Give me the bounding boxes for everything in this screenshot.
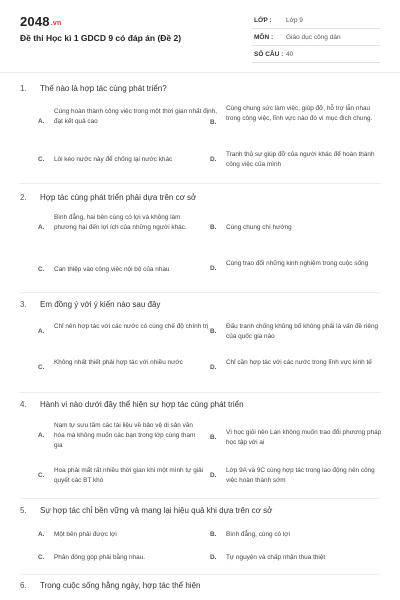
option-letter: A.	[38, 328, 45, 335]
question-4-title	[20, 400, 244, 409]
meta-value: Giáo dục công dân	[286, 34, 341, 41]
question-divider	[20, 574, 380, 575]
question-number: 6.	[20, 581, 27, 590]
option-letter: D.	[210, 156, 217, 163]
question-2-option-a[interactable]	[38, 213, 216, 247]
option-text: Nam tự sưu tầm các tài liệu về bảo vệ di sản văn hóa mà không muốn các bạn trong lớp cùng tham gia	[54, 422, 196, 449]
question-2-option-c[interactable]	[38, 265, 216, 277]
exam-meta-table	[252, 12, 380, 63]
option-letter: C.	[38, 472, 45, 479]
question-5-option-a[interactable]	[38, 530, 216, 542]
option-letter: D.	[210, 554, 217, 561]
option-text: Bình đẳng, hai bên cùng có lợi và không làm phương hại đến lợi ích của những người khác.	[54, 214, 187, 231]
option-letter: D.	[210, 265, 217, 272]
meta-key: MÔN :	[254, 34, 274, 41]
option-text: Đấu tranh chống khủng bố không phải là vấn đề riêng của quốc gia nào	[226, 323, 379, 340]
question-text: Sự hợp tác chỉ bền vững và mang lại hiệu quả khi dựa trên cơ sở	[40, 506, 273, 515]
question-number: 2.	[20, 193, 27, 202]
meta-key: SỐ CÂU :	[254, 51, 284, 58]
question-4-option-b[interactable]	[210, 428, 380, 450]
meta-row-subject	[252, 29, 380, 46]
meta-row-grade	[252, 12, 380, 29]
option-text: Một bên phải được lợi	[54, 531, 117, 538]
question-number: 1.	[20, 84, 27, 93]
question-divider	[20, 183, 380, 184]
option-letter: B.	[210, 531, 217, 538]
option-letter: C.	[38, 364, 45, 371]
option-letter: C.	[38, 156, 45, 163]
question-text: Em đồng ý với ý kiến nào sau đây	[40, 300, 161, 309]
option-letter: A.	[38, 531, 45, 538]
option-text: Hoa phải mất rất nhiều thời gian khi một mình tự giải quyết các BT khó	[54, 467, 204, 484]
option-letter: A.	[38, 432, 45, 439]
option-letter: D.	[210, 472, 217, 479]
question-text: Hành vi nào dưới đây thể hiện sự hợp tác cùng phát triển	[40, 400, 244, 409]
question-4-option-c[interactable]	[38, 466, 216, 488]
question-1-option-c[interactable]	[38, 155, 216, 167]
option-text: Tranh thủ sự giúp đỡ của người khác để hoàn thành công việc của mình	[226, 151, 375, 168]
question-5-option-c[interactable]	[38, 553, 216, 565]
logo-main: 2048	[20, 14, 50, 29]
question-number: 3.	[20, 300, 27, 309]
question-2-option-d[interactable]	[210, 259, 380, 281]
document-title: Đề thi Học kì 1 GDCD 9 có đáp án (Đề 2)	[20, 33, 182, 43]
option-letter: C.	[38, 554, 45, 561]
page-header	[0, 0, 400, 72]
option-text: Không nhất thiết phải hợp tác với nhiều nước	[54, 359, 183, 366]
question-4-option-d[interactable]	[210, 466, 380, 488]
question-1-option-a[interactable]	[38, 107, 216, 137]
question-text: Trong cuộc sống hằng ngày, hợp tác thể hiện	[40, 581, 201, 590]
question-5-title	[20, 506, 272, 515]
question-2-option-b[interactable]	[210, 223, 380, 235]
option-text: Chỉ cần hợp tác với các nước trong lĩnh vực kinh tế	[226, 359, 372, 366]
meta-key: LỚP :	[254, 17, 272, 24]
option-letter: D.	[210, 364, 217, 371]
question-divider	[20, 292, 380, 293]
question-1-option-b[interactable]	[210, 104, 380, 138]
question-2-title	[20, 193, 196, 202]
option-letter: B.	[210, 434, 217, 441]
option-letter: B.	[210, 328, 217, 335]
option-text: Cùng hoàn thành công việc trong một thời gian nhất định, đạt kết quả cao	[54, 108, 218, 125]
question-6-title	[20, 581, 200, 590]
question-1-option-d[interactable]	[210, 150, 380, 172]
option-text: Cùng chung chí hướng	[226, 224, 292, 231]
option-text: Lớp 9A và 9C cùng hợp tác trong lao động nên công việc hoàn thành sớm	[226, 467, 375, 484]
meta-value: Lớp 9	[286, 17, 303, 24]
option-text: Cùng chung sức làm việc, giúp đỡ, hỗ trợ lẫn nhau trong công việc, lĩnh vực nào đó vì mục đích chung.	[226, 105, 373, 122]
question-5-option-d[interactable]	[210, 553, 380, 565]
question-divider	[20, 392, 380, 393]
option-text: Cùng trao đổi những kinh nghiệm trong cuộc sống	[226, 260, 369, 267]
option-letter: A.	[38, 118, 45, 125]
question-text: Hợp tác cùng phát triển phải dựa trên cơ sở	[40, 193, 197, 202]
option-text: Can thiệp vào công việc nội bộ của nhau	[54, 266, 170, 273]
option-letter: A.	[38, 224, 45, 231]
question-3-title	[20, 300, 160, 309]
question-5-option-b[interactable]	[210, 530, 380, 542]
question-3-option-d[interactable]	[210, 358, 380, 380]
question-3-option-a[interactable]	[38, 322, 216, 344]
option-letter: B.	[210, 224, 217, 231]
question-divider	[20, 498, 380, 499]
header-divider	[0, 72, 400, 73]
option-text: Chỉ nên hợp tác với các nước có cùng chế độ chính trị	[54, 323, 209, 330]
site-logo[interactable]	[20, 14, 61, 29]
option-text: Vì học giỏi nên Lan không muốn trao đổi phương pháp học tập với ai	[226, 429, 382, 446]
logo-suffix: .vn	[50, 20, 62, 27]
question-1-title	[20, 84, 167, 93]
option-text: Tự nguyện và chấp nhận thua thiệt	[226, 554, 326, 561]
option-text: Bình đẳng, cùng có lợi	[226, 531, 290, 538]
option-text: Phân đóng góp phải bằng nhau.	[54, 554, 145, 561]
question-number: 5.	[20, 506, 27, 515]
option-text: Lôi kéo nước này để chống lại nước khác	[54, 156, 173, 163]
question-text: Thế nào là hợp tác cùng phát triển?	[40, 84, 167, 93]
meta-row-question-count	[252, 46, 380, 63]
question-number: 4.	[20, 400, 27, 409]
option-letter: C.	[38, 266, 45, 273]
question-3-option-b[interactable]	[210, 322, 380, 344]
question-3-option-c[interactable]	[38, 358, 216, 380]
meta-value: 40	[286, 51, 294, 58]
question-4-option-a[interactable]	[38, 421, 216, 453]
option-letter: B.	[210, 119, 217, 126]
